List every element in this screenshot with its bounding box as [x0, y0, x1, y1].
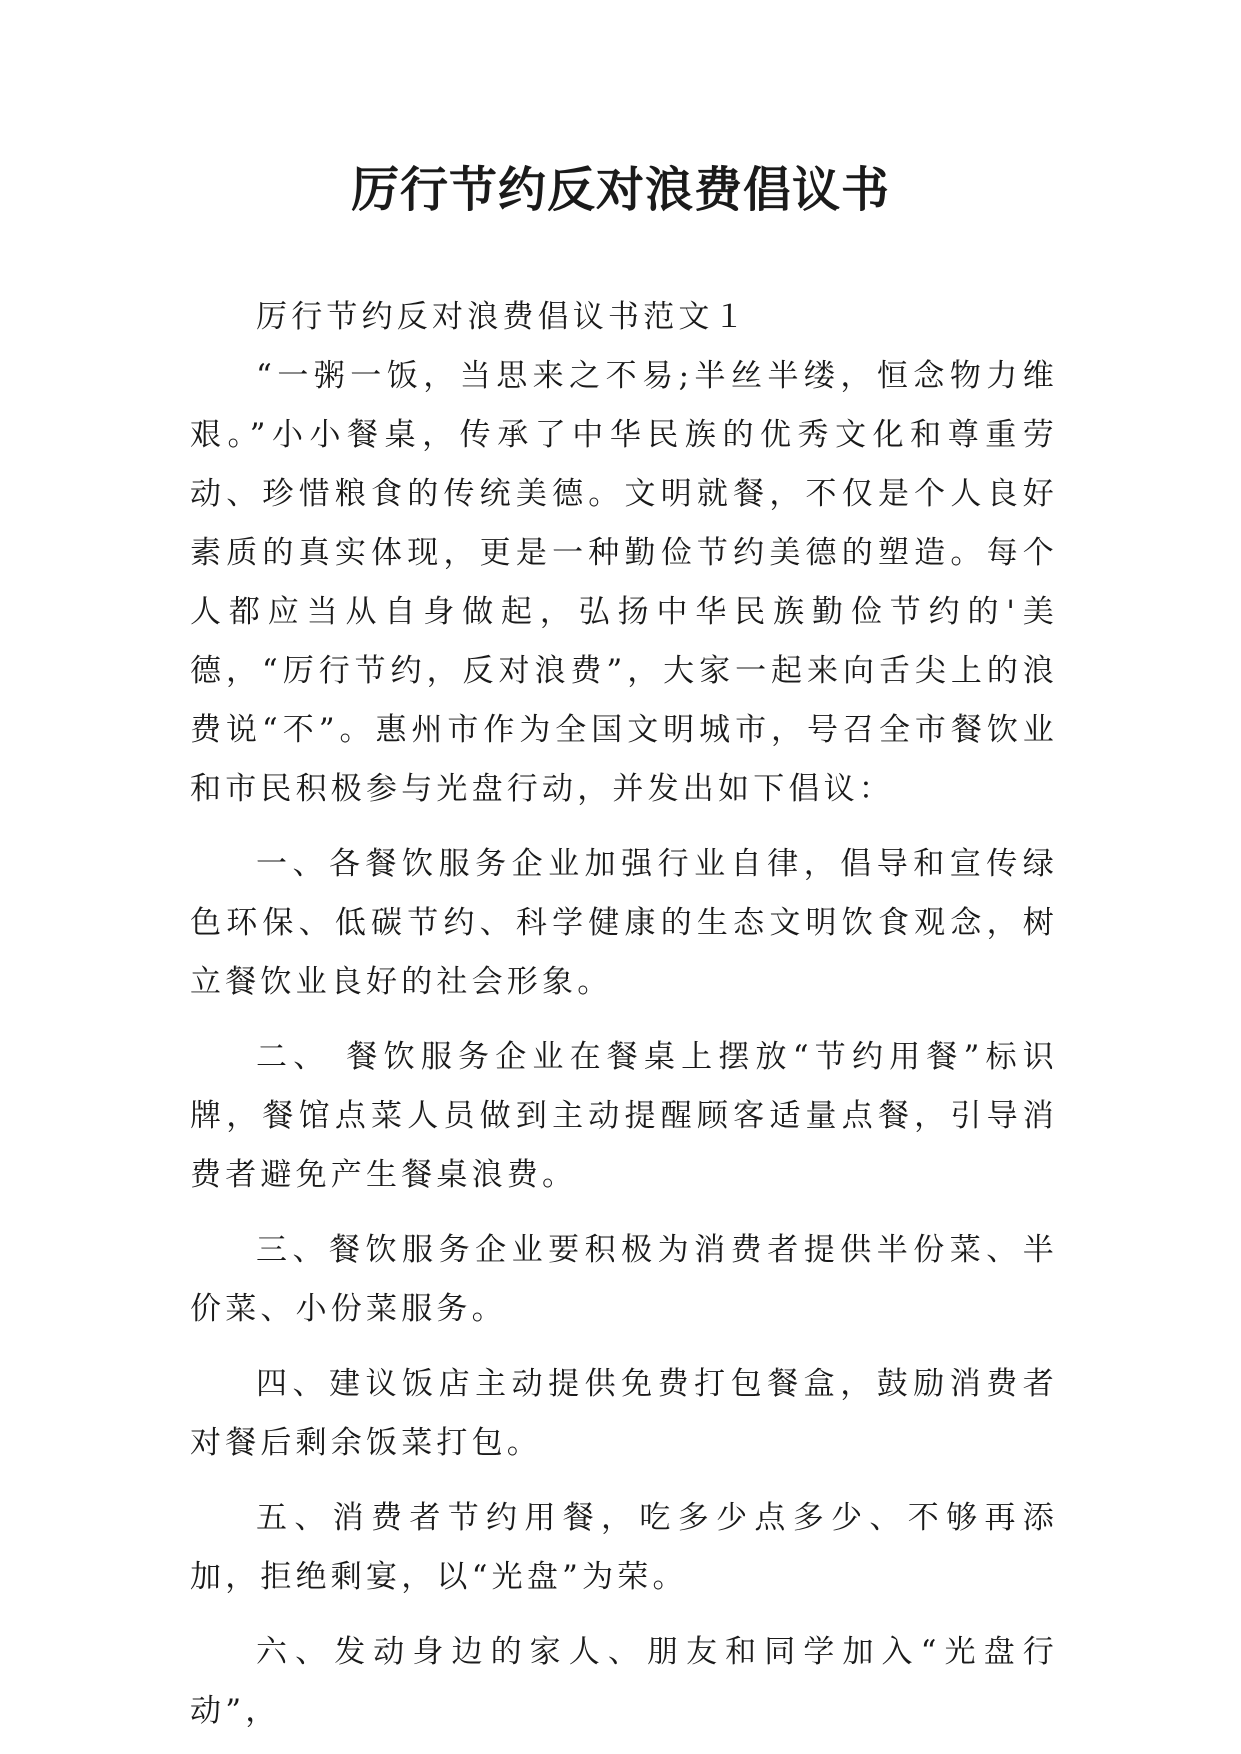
paragraph-item-3: 三、餐饮服务企业要积极为消费者提供半份菜、半价菜、小份菜服务。 [190, 1232, 1058, 1327]
paragraph-item-5: 五、消费者节约用餐，吃多少点多少、不够再添加，拒绝剩宴，以“光盘”为荣。 [190, 1500, 1058, 1595]
paragraph-item-4: 四、建议饭店主动提供免费打包餐盒，鼓励消费者对餐后剩余饭菜打包。 [190, 1366, 1058, 1461]
document-title: 厉行节约反对浪费倡议书 [350, 162, 890, 218]
document-body [190, 288, 1058, 1741]
paragraph-item-1: 一、各餐饮服务企业加强行业自律，倡导和宣传绿色环保、低碳节约、科学健康的生态文明饮食观念，树立餐饮业良好的社会形象。 [190, 846, 1058, 1000]
paragraph-item-2: 二、 餐饮服务企业在餐桌上摆放“节约用餐”标识牌，餐馆点菜人员做到主动提醒顾客适量点餐，引导消费者避免产生餐桌浪费。 [190, 1039, 1058, 1193]
paragraph-intro: “一粥一饭，当思来之不易;半丝半缕，恒念物力维艰。”小小餐桌，传承了中华民族的优秀文化和尊重劳动、珍惜粮食的传统美德。文明就餐，不仅是个人良好素质的真实体现，更是一种勤俭节约美德的塑造。每个人都应当从自身做起，弘扬中华民族勤俭节约的'美德，“厉行节约，反对浪费”，大家一起来向舌尖上的浪费说“不”。惠州市作为全国文明城市，号召全市餐饮业和市民积极参与光盘行动，并发出如下倡议： [190, 358, 1058, 807]
document-subtitle: 厉行节约反对浪费倡议书范文１ [256, 299, 749, 335]
paragraph-item-6: 六、发动身边的家人、朋友和同学加入“光盘行动”， [190, 1634, 1058, 1729]
